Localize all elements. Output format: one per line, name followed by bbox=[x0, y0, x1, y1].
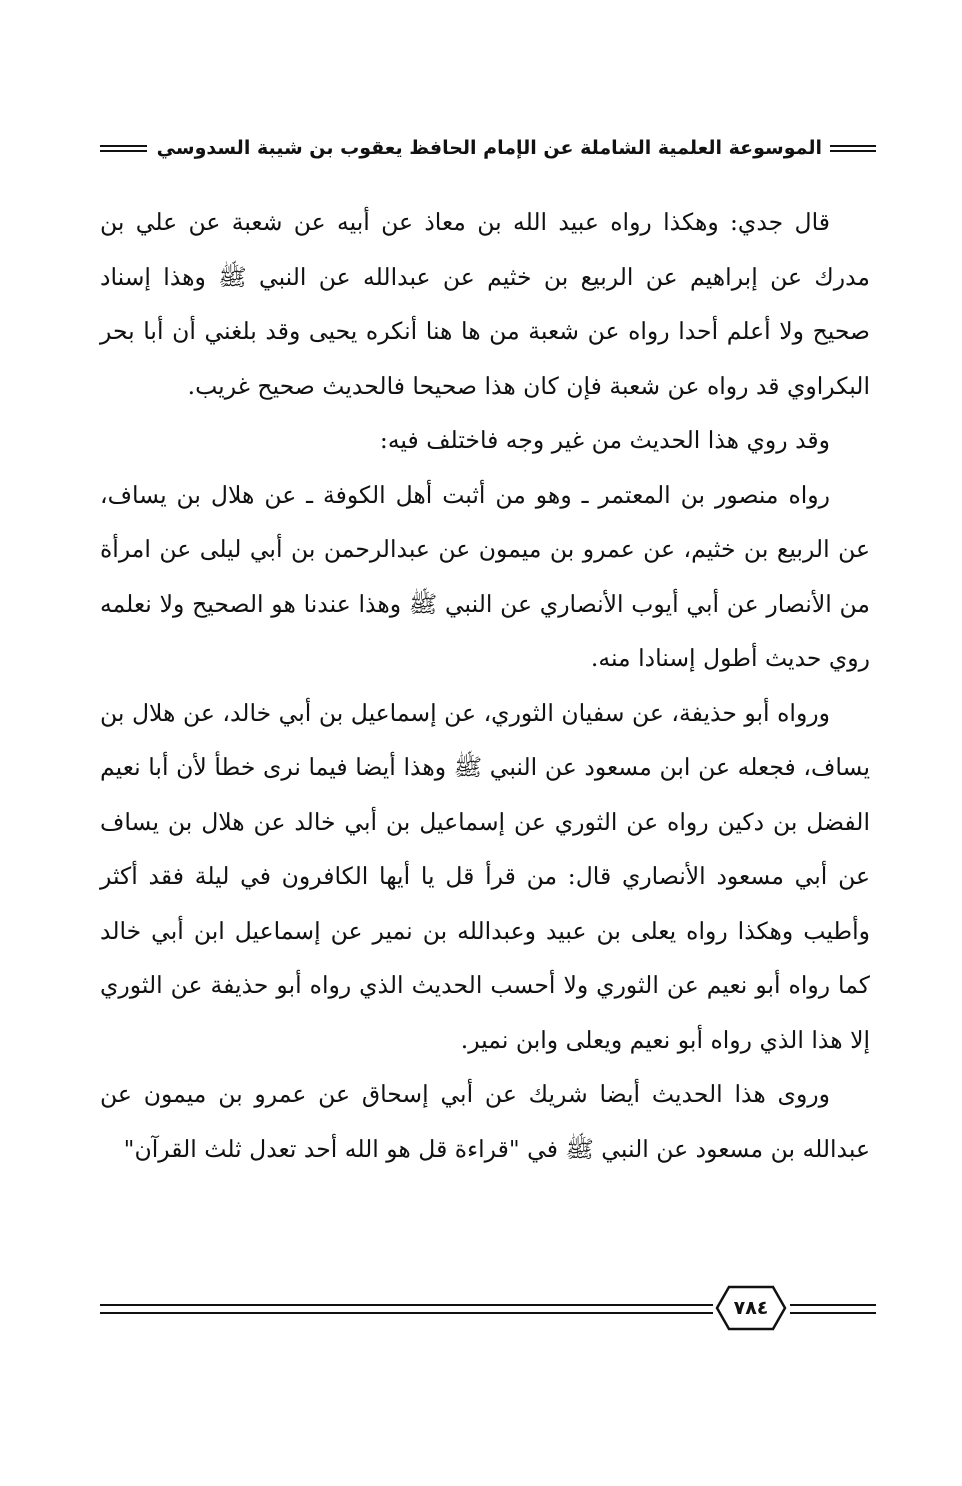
page-number-frame bbox=[715, 1284, 787, 1332]
header-rule-left bbox=[100, 145, 147, 152]
header-rule-right bbox=[830, 145, 876, 152]
footer-rule-right bbox=[790, 1304, 876, 1314]
running-header-title: الموسوعة العلمية الشاملة عن الإمام الحافظ يعقوب بن شيبة السدوسي bbox=[156, 137, 822, 159]
paragraph-1: قال جدي: وهكذا رواه عبيد الله بن معاذ عن أبيه عن شعبة عن علي بن مدرك عن إبراهيم عن الربيع بن خثيم عن عبدالله عن النبي ﷺ وهذا إسناد صحيح ولا أعلم أحدا رواه عن شعبة من ها هنا أنكره يحيى وقد بلغني أن أبا بحر البكراوي قد رواه عن شعبة فإن كان هذا صحيحا فالحديث صحيح غريب. bbox=[100, 208, 870, 400]
paragraph-2: وقد روي هذا الحديث من غير وجه فاختلف فيه: bbox=[379, 426, 830, 454]
page-footer bbox=[100, 1282, 876, 1338]
paragraph-4: ورواه أبو حذيفة، عن سفيان الثوري، عن إسماعيل بن أبي خالد، عن هلال بن يساف، فجعله عن ابن مسعود عن النبي ﷺ وهذا أيضا فيما نرى خطأ لأن أبا نعيم الفضل بن دكين رواه عن الثوري عن إسماعيل بن أبي خالد عن هلال بن يساف عن أبي مسعود الأنصاري قال: من قرأ قل يا أيها الكافرون في ليلة فقد أكثر وأطيب وهكذا رواه يعلى بن عبيد وعبدالله بن نمير عن إسماعيل ابن أبي خالد كما رواه أبو نعيم عن الثوري ولا أحسب الحديث الذي رواه أبو حذيفة عن الثوري إلا هذا الذي رواه أبو نعيم ويعلى وابن نمير. bbox=[100, 698, 870, 1054]
footer-rule-left bbox=[100, 1304, 713, 1314]
paragraph-5: وروى هذا الحديث أيضا شريك عن أبي إسحاق عن عمرو بن ميمون عن عبدالله بن مسعود عن النبي ﷺ في "قراءة قل هو الله أحد تعدل ثلث القرآن" bbox=[100, 1080, 870, 1163]
page-number: ٧٨٤ bbox=[733, 1297, 769, 1319]
page-header bbox=[100, 128, 876, 168]
page-body bbox=[100, 195, 870, 1176]
paragraph-3: رواه منصور بن المعتمر ـ وهو من أثبت أهل الكوفة ـ عن هلال بن يساف، عن الربيع بن خثيم، عن عمرو بن ميمون عن عبدالرحمن بن أبي ليلى عن امرأة من الأنصار عن أبي أيوب الأنصاري عن النبي ﷺ وهذا عندنا هو الصحيح ولا نعلمه روي حديث أطول إسنادا منه. bbox=[100, 480, 870, 672]
